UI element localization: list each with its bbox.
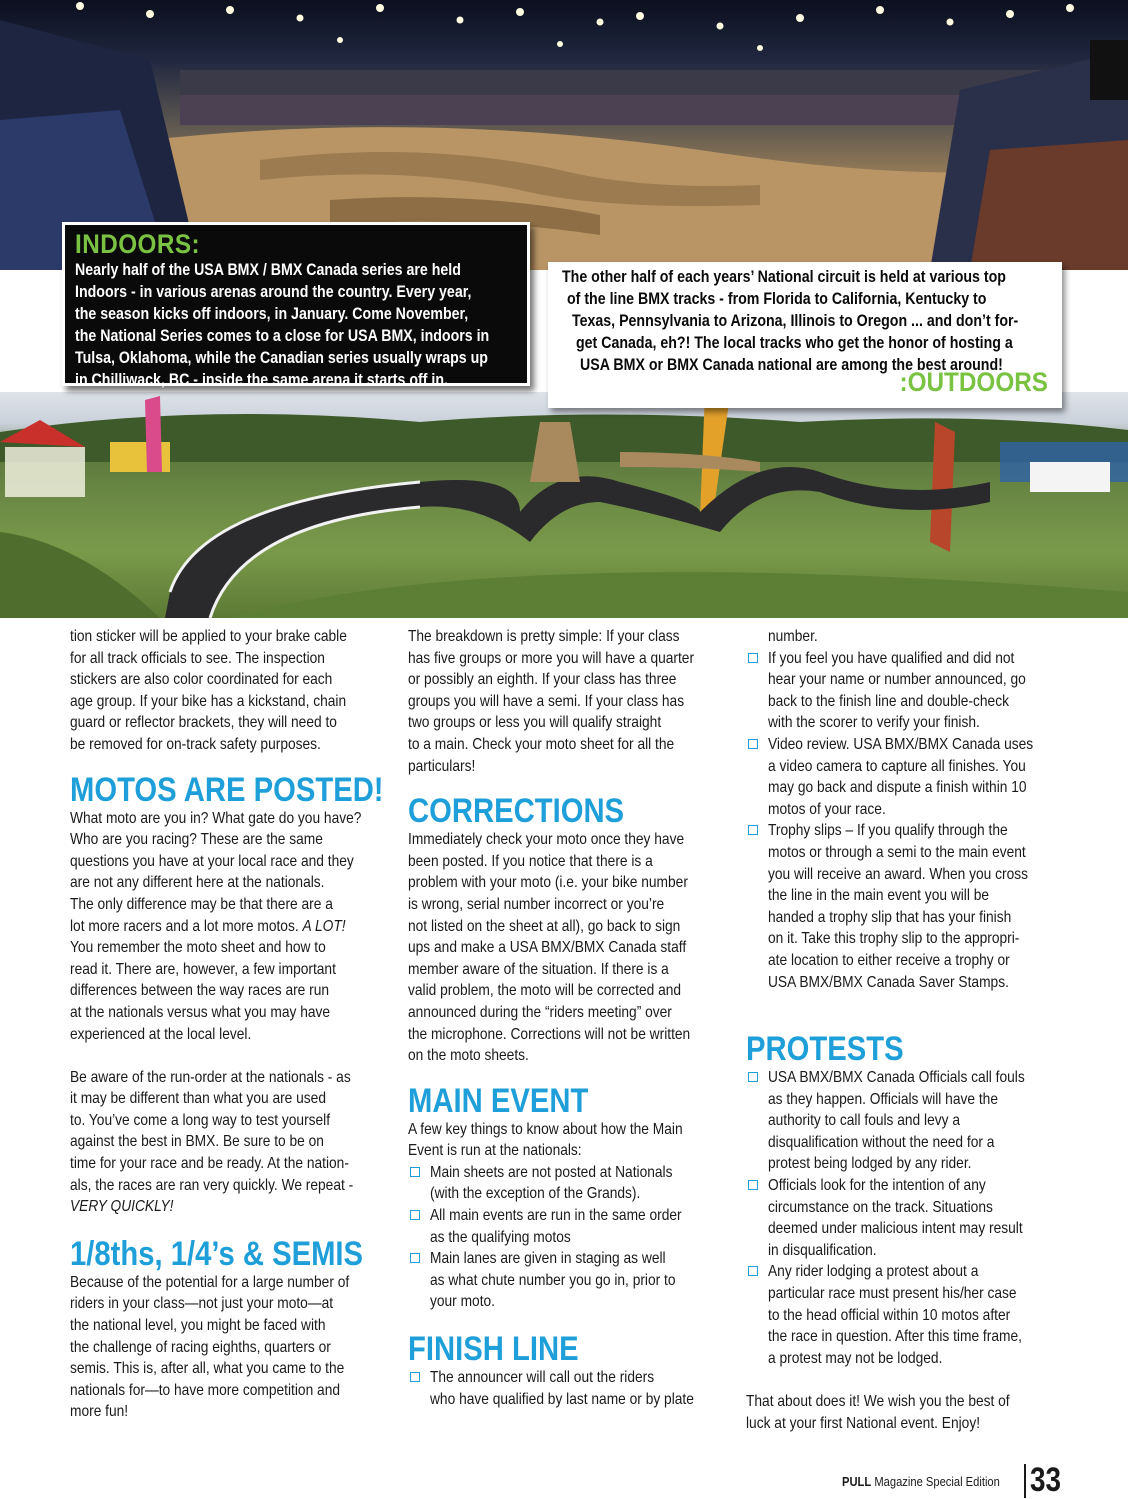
text-line: ups and make a USA BMX/BMX Canada staff [408,939,687,957]
main-event-heading: MAIN EVENT [408,1081,589,1120]
text-line: Be aware of the run-order at the nationals - as [70,1068,351,1086]
text-line: The only difference may be that there are a [70,895,333,913]
text-line: the microphone. Corrections will not be written [408,1025,691,1043]
text-line: been posted. If you notice that there is a [408,852,653,870]
text-line: a video camera to capture all finishes. You [768,757,1026,775]
text-line: guard or reflector brackets, they will need to [70,714,337,732]
indoors-heading: INDOORS: [75,229,201,259]
text-line: more fun! [70,1403,129,1421]
text-fragment: lot more racers and a lot more motos. [70,917,299,935]
text-line: USA BMX/BMX Canada Saver Stamps. [768,973,1009,991]
checkbox-bullet-icon [410,1253,420,1263]
emphasis: VERY QUICKLY! [70,1198,174,1216]
indoors-line: Tulsa, Oklahoma, while the Canadian series usually wraps up [75,349,488,367]
list-item [408,1367,728,1410]
outdoor-track-photo [0,392,1128,618]
list-item [408,1205,728,1248]
text-line: with the scorer to verify your finish. [768,714,980,732]
text-line: two groups or less you will qualify straight [408,714,662,732]
text-line: back to the finish line and double-check [768,692,1009,710]
text-line: number. [768,628,818,645]
outdoor-track-illustration [0,392,1128,618]
main-event-intro [408,1119,728,1162]
text-line: deemed under malicious intent may result [768,1220,1023,1238]
order-paragraph [70,1067,390,1218]
text-line: valid problem, the moto will be corrected and [408,982,682,1000]
text-line: age group. If your bike has a kickstand, chain [70,692,347,710]
text-line: may go back and dispute a finish within 10 [768,779,1027,797]
text-line: The announcer will call out the riders [430,1369,655,1387]
text-line: be removed for on-track safety purposes. [70,735,321,753]
list-item [746,1067,1066,1175]
outdoors-line: USA BMX or BMX Canada national are among the best around! [580,356,1003,374]
list-item [408,1248,728,1313]
checkbox-bullet-icon [410,1167,420,1177]
text-line: it may be different than what you are used [70,1090,326,1108]
magazine-name: PULL [842,1474,872,1489]
motos-paragraph [70,808,390,1046]
protests-list [746,1067,1066,1369]
text-line: Because of the potential for a large number of [70,1273,350,1291]
text-line: disqualification without the need for a [768,1133,995,1151]
text-line: is wrong, serial number incorrect or you’re [408,895,665,913]
text-line: Officials look for the intention of any [768,1177,986,1195]
text-line: against the best in BMX. Be sure to be on [70,1133,324,1151]
text-line: as what chute number you go in, prior to [430,1271,676,1289]
outdoors-caption-box [548,262,1062,408]
text-line: announced during the “riders meeting” over [408,1003,672,1021]
text-line: Trophy slips – If you qualify through the [768,822,1008,840]
page-number: 33 [1030,1461,1062,1499]
text-line: If you feel you have qualified and did not [768,649,1015,667]
text-line: All main events are run in the same order [430,1207,682,1225]
checkbox-bullet-icon [410,1210,420,1220]
text-line: protest being lodged by any rider. [768,1155,972,1173]
text-line: has five groups or more you will have a quarter [408,649,695,667]
outdoors-line: get Canada, eh?! The local tracks who get the honor of hosting a [576,334,1013,352]
indoors-line: in Chilliwack, BC - inside the same arena it starts off in. [75,371,448,389]
text-line [70,916,345,938]
indoors-line: the National Series comes to a close for USA BMX, indoors in [75,327,490,345]
motos-heading: MOTOS ARE POSTED! [70,770,384,809]
text-line: a protest may not be lodged. [768,1349,943,1367]
text-line: to the head official within 10 motos after [768,1306,1011,1324]
text-line: riders in your class—not just your moto—at [70,1295,334,1313]
page-number-divider [1024,1464,1026,1498]
text-line: (with the exception of the Grands). [430,1185,641,1203]
column-3 [746,626,1066,1434]
text-line: authority to call fouls and levy a [768,1112,960,1130]
list-item [746,734,1066,820]
text-line: the national level, you might be faced with [70,1317,326,1335]
text-line: on the moto sheets. [408,1047,529,1065]
column-1 [70,626,390,1423]
protests-heading: PROTESTS [746,1030,904,1069]
text-line: for all track officials to see. The inspection [70,649,325,667]
checkbox-bullet-icon [410,1372,420,1382]
indoors-line: the season kicks off indoors, in January. Come November, [75,305,469,323]
text-line: USA BMX/BMX Canada Officials call fouls [768,1069,1025,1087]
outdoors-heading: :OUTDOORS [899,367,1048,397]
text-line: The breakdown is pretty simple: If your class [408,628,680,645]
text-line: That about does it! We wish you the best of [746,1393,1010,1410]
list-item [408,1162,728,1205]
text-line: stickers are also color coordinated for each [70,671,333,689]
text-line: Event is run at the nationals: [408,1142,582,1160]
closing-paragraph [746,1391,1066,1434]
text-line: problem with your moto (i.e. your bike number [408,874,688,892]
footer-credit [842,1474,1000,1489]
list-item [746,1175,1066,1261]
indoors-line: Nearly half of the USA BMX / BMX Canada series are held [75,261,461,279]
semis-paragraph [70,1272,390,1423]
text-line: motos or through a semi to the main event [768,843,1026,861]
checkbox-bullet-icon [748,1266,758,1276]
text-line: on it. Take this trophy slip to the appropri- [768,930,1020,948]
text-line: questions you have at your local race and they [70,852,354,870]
text-line: in disqualification. [768,1241,877,1259]
text-line: experienced at the local level. [70,1025,252,1043]
text-line: time for your race and be ready. At the nation- [70,1155,349,1173]
list-item [746,1261,1066,1369]
text-line: hear your name or number announced, go [768,671,1026,689]
text-line: particulars! [408,757,476,775]
corrections-heading: CORRECTIONS [408,792,625,831]
list-item [746,648,1066,734]
column-2 [408,626,728,1410]
text-line: ate location to either receive a trophy or [768,951,1010,969]
text-line: not listed on the sheet at all), go back to sign [408,917,681,935]
text-line: differences between the way races are run [70,982,330,1000]
text-line: motos of your race. [768,800,886,818]
text-line: member aware of the situation. If there is a [408,960,669,978]
text-line: you will receive an award. When you cross [768,865,1029,883]
indoors-caption-box [62,222,530,389]
finish-line-heading: FINISH LINE [408,1330,579,1369]
text-line: the challenge of racing eighths, quarters or [70,1338,331,1356]
text-line: at the nationals versus what you may have [70,1003,331,1021]
checkbox-bullet-icon [748,1072,758,1082]
text-line: What moto are you in? What gate do you have? [70,809,362,827]
text-line: to a main. Check your moto sheet for all the [408,735,675,753]
text-line: as they happen. Officials will have the [768,1090,998,1108]
text-line: circumstance on the track. Situations [768,1198,993,1216]
text-line: tion sticker will be applied to your brake cable [70,628,347,645]
checkbox-bullet-icon [748,739,758,749]
text-line: who have qualified by last name or by plate [430,1390,694,1408]
corrections-paragraph [408,829,728,1067]
text-line: as the qualifying motos [430,1228,571,1246]
text-line: handed a trophy slip that has your finish [768,908,1012,926]
text-line: Video review. USA BMX/BMX Canada uses [768,735,1034,753]
list-item [746,820,1066,993]
edition-label: Magazine Special Edition [874,1474,1000,1489]
finish-line-list-continued [746,648,1066,994]
text-line: your moto. [430,1293,496,1311]
text-line: luck at your first National event. Enjoy! [746,1414,981,1432]
breakdown-paragraph [408,626,728,777]
finish-line-list [408,1367,728,1410]
outdoors-line: of the line BMX tracks - from Florida to California, Kentucky to [567,290,987,308]
checkbox-bullet-icon [748,825,758,835]
text-line: Immediately check your moto once they have [408,831,685,849]
text-line: to. You’ve come a long way to test yourself [70,1111,331,1129]
intro-paragraph [70,626,390,756]
text-line: You remember the moto sheet and how to [70,939,326,957]
text-line: A few key things to know about how the Main [408,1120,683,1138]
semis-heading: 1/8ths, 1/4’s & SEMIS [70,1234,364,1273]
text-line: read it. There are, however, a few important [70,960,336,978]
text-line: als, the races are ran very quickly. We repeat - [70,1176,354,1194]
text-line: the race in question. After this time frame, [768,1328,1022,1346]
text-line: the line in the main event you will be [768,887,990,905]
text-line: Any rider lodging a protest about a [768,1263,979,1281]
text-line: semis. This is, after all, what you came to the [70,1360,345,1378]
continued-text [746,626,1066,648]
checkbox-bullet-icon [748,1180,758,1190]
checkbox-bullet-icon [748,653,758,663]
emphasis: A LOT! [302,917,346,935]
text-line: nationals for—to have more competition and [70,1381,340,1399]
text-line: particular race must present his/her case [768,1285,1017,1303]
text-line: groups you will have a semi. If your class has [408,692,685,710]
text-line: Main sheets are not posted at Nationals [430,1163,673,1181]
text-line: or possibly an eighth. If your class has three [408,671,677,689]
outdoors-line: Texas, Pennsylvania to Arizona, Illinois to Oregon ... and don’t for- [572,312,1019,330]
text-line: Who are you racing? These are the same [70,831,323,849]
text-line: Main lanes are given in staging as well [430,1250,666,1268]
main-event-list [408,1162,728,1313]
indoors-line: Indoors - in various arenas around the country. Every year, [75,283,472,301]
text-line: are not any different here at the nationals. [70,874,325,892]
outdoors-line: The other half of each years’ National circuit is held at various top [562,268,1006,286]
